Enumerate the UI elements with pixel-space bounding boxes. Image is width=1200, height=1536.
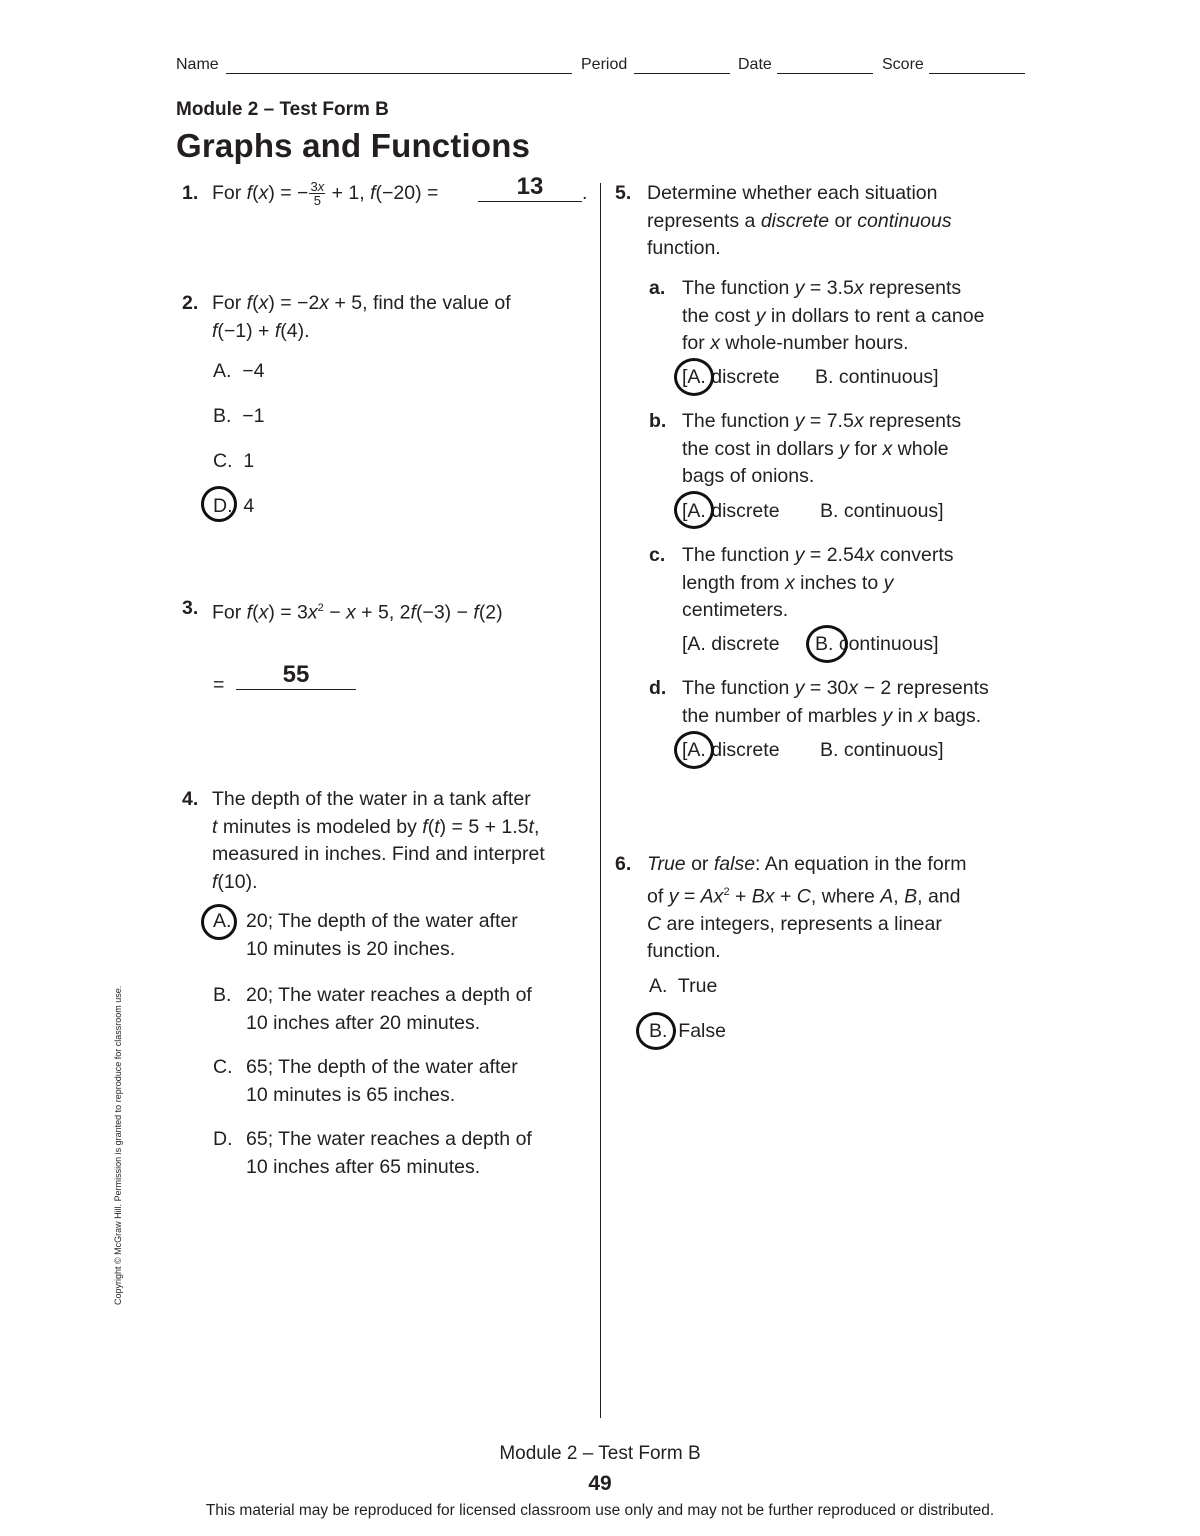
part-d-choice-a[interactable]: [A. discrete — [682, 739, 780, 761]
part-b-text: The function y = 7.5x represents the cost in dollars y for x whole bags of onions. — [682, 410, 962, 487]
question-number: 1. — [182, 182, 199, 204]
question-number: 4. — [182, 788, 199, 810]
answer-text: 55 — [282, 661, 310, 688]
page-number: 49 — [588, 1472, 612, 1495]
part-letter: b. — [649, 410, 667, 432]
module-heading: Module 2 – Test Form B — [176, 99, 389, 120]
question-text: Determine whether each situation represents a discrete or continuous function. — [647, 182, 952, 259]
answer-circle — [201, 904, 237, 940]
part-c-text: The function y = 2.54x converts length from x inches to y centimeters. — [682, 544, 954, 621]
part-c-choice-b[interactable]: B. continuous] — [815, 633, 939, 655]
question-text: For f(x) = −2x + 5, find the value of f(−1) + f(4). — [212, 292, 511, 342]
answer-circle — [674, 731, 714, 769]
part-a-choice-a[interactable]: [A. discrete — [682, 366, 780, 388]
answer-circle — [636, 1012, 676, 1050]
question-text: For f(x) = − $\frac{3x}{5}$ + 1, f(−20) = — [212, 179, 439, 209]
option-d-text: 65; The water reaches a depth of 10 inches after 65 minutes. — [246, 1128, 532, 1178]
period-label: Period — [581, 56, 628, 73]
question-number: 6. — [615, 853, 632, 875]
equals-sign: = — [213, 674, 225, 696]
answer-circle — [674, 358, 714, 396]
answer-circle — [201, 486, 237, 522]
part-b-choice-a[interactable]: [A. discrete — [682, 500, 780, 522]
part-letter: a. — [649, 277, 666, 299]
option-b[interactable]: B. — [213, 984, 232, 1006]
name-field[interactable] — [226, 73, 572, 74]
part-c-choice-a[interactable]: [A. discrete — [682, 633, 780, 655]
option-b-text: 20; The water reaches a depth of 10 inches after 20 minutes. — [246, 984, 532, 1034]
option-d[interactable]: D. 4 — [213, 495, 255, 517]
name-label: Name — [176, 56, 219, 73]
option-c[interactable]: C. 1 — [213, 450, 255, 472]
part-d-choice-b[interactable]: B. continuous] — [820, 739, 944, 761]
part-letter: c. — [649, 544, 666, 566]
option-b[interactable]: B. −1 — [213, 405, 265, 427]
answer-blank[interactable] — [236, 689, 356, 690]
footer-module: Module 2 – Test Form B — [499, 1443, 701, 1464]
option-c-text: 65; The depth of the water after 10 minutes is 65 inches. — [246, 1056, 518, 1106]
score-label: Score — [882, 56, 924, 73]
option-d[interactable]: D. — [213, 1128, 233, 1150]
option-a[interactable]: A. — [213, 910, 232, 932]
period-mark: . — [582, 182, 588, 204]
date-label: Date — [738, 56, 772, 73]
answer-circle — [674, 491, 714, 529]
score-field[interactable] — [929, 73, 1025, 74]
option-c[interactable]: C. — [213, 1056, 233, 1078]
question-number: 3. — [182, 597, 199, 619]
option-a[interactable]: A. −4 — [213, 360, 265, 382]
answer-circle — [806, 625, 848, 663]
column-divider — [600, 183, 601, 1418]
date-field[interactable] — [777, 73, 873, 74]
question-text: True or false: An equation in the form of $y = Ax^2 + Bx + C$, where A, B, and C are integers, represents a linear function. — [647, 853, 967, 962]
copyright-note: Copyright © McGraw Hill. Permission is granted to reproduce for classroom use. — [113, 985, 123, 1305]
question-text: The depth of the water in a tank after t minutes is modeled by f(t) = 5 + 1.5t, measured in inches. Find and interpret f(10). — [212, 788, 545, 893]
question-text: For $f(x) = 3x^2 - x + 5$, 2f(−3) − f(2) — [212, 601, 503, 624]
part-letter: d. — [649, 677, 667, 699]
part-b-choice-b[interactable]: B. continuous] — [820, 500, 944, 522]
page-title: Graphs and Functions — [176, 127, 531, 164]
question-number: 2. — [182, 292, 199, 314]
part-a-text: The function y = 3.5x represents the cost y in dollars to rent a canoe for x whole-number hours. — [682, 277, 985, 354]
answer-text: 13 — [516, 173, 544, 200]
part-d-text: The function y = 30x − 2 represents the number of marbles y in x bags. — [682, 677, 989, 727]
option-a[interactable]: A. True — [649, 975, 718, 997]
footer-note: This material may be reproduced for licensed classroom use only and may not be further reproduced or distributed. — [205, 1502, 995, 1519]
question-number: 5. — [615, 182, 632, 204]
option-a-text: 20; The depth of the water after 10 minutes is 20 inches. — [246, 910, 518, 960]
period-field[interactable] — [634, 73, 730, 74]
part-a-choice-b[interactable]: B. continuous] — [815, 366, 939, 388]
answer-blank[interactable] — [478, 201, 582, 202]
option-b[interactable]: B. False — [649, 1020, 726, 1042]
